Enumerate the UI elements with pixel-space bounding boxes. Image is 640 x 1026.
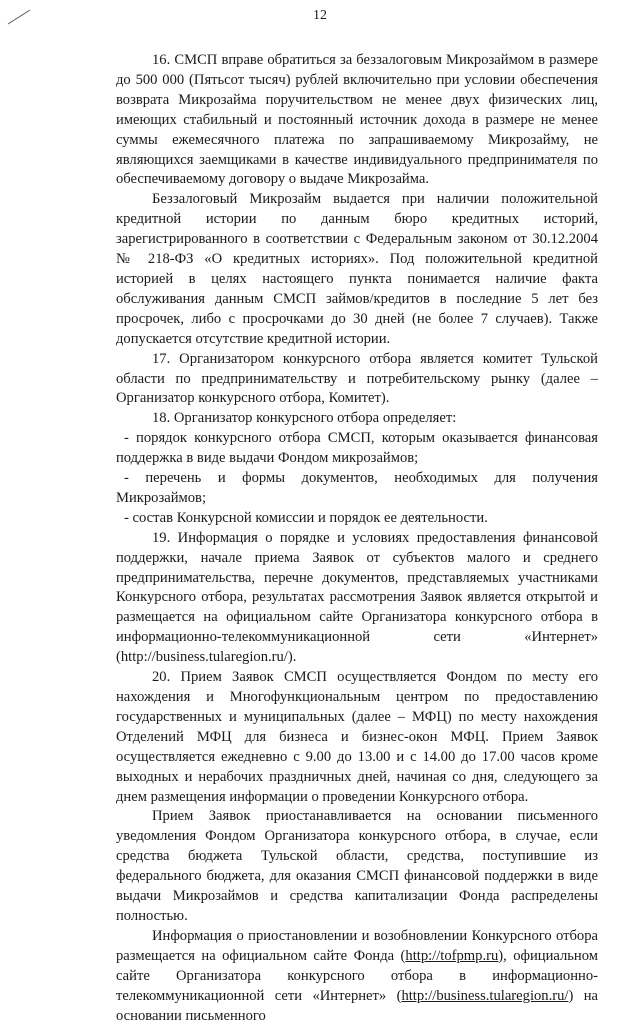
paragraph-20: 20. Прием Заявок СМСП осуществляется Фондом по месту его нахождения и Многофункциональным центром по предоставлению государственных и муниципальных (далее – МФЦ) по месту нахождения Отделений МФЦ для бизнеса и бизнес-окон МФЦ. Прием Заявок осуществляется ежедневно с 9.00 до 13.00 и с 14.00 до 17.00 часов кроме выходных и нерабочих праздничных дней, начиная со дня, следующего за днем размещения информации о проведении Конкурсного отбора. [116,669,598,805]
business-site-link[interactable]: http://business.tularegion.ru/ [401,987,569,1004]
page-number: 12 [313,8,327,23]
document-body [116,51,598,1026]
paragraph-20-info-text-3: ) на основании письменного [116,987,598,1024]
paragraph-18-item-1: - порядок конкурсного отбора СМСП, которым оказывается финансовая поддержка в виде выдачи Фондом микрозаймов; [116,430,598,467]
paragraph-18-item-3: - состав Конкурсной комиссии и порядок ее деятельности. [124,509,488,526]
paragraph-19: 19. Информация о порядке и условиях предоставления финансовой поддержки, начале приема Заявок от субъектов малого и среднего предпринимательства, перечне документов, представляемых участниками Конкурсного отбора, результатах рассмотрения Заявок является открытой и размещается на официальном сайте Организатора конкурсного отбора в информационно-телекоммуникационной сети «Интернет» (http://business.tularegion.ru/). [116,529,598,666]
paragraph-20-info-text-1: Информация о приостановлении и возобновлении Конкурсного отбора размещается на официальном сайте Фонда ( [116,927,598,964]
paragraph-18-item-2: - перечень и формы документов, необходимых для получения Микрозаймов; [116,470,598,506]
paragraph-16: 16. СМСП вправе обратиться за беззалоговым Микрозаймом в размере до 500 000 (Пятьсот тысяч) рублей включительно при условии обеспечения возврата Микрозайма поручительством не менее двух физических лиц, имеющих стабильный и постоянный источник дохода в размере не менее суммы ежемесячного платежа по запрашиваемому Микрозайму, не являющихся заемщиками в качестве индивидуального предпринимателя по обеспечиваемому договору о выдаче Микрозайма. [116,52,598,188]
paragraph-16-unsecured: Беззалоговый Микрозайм выдается при наличии положительной кредитной истории по данным бюро кредитных историй, зарегистрированного в соответствии с Федеральным законом от 30.12.2004 № 218-ФЗ «О кредитных историях». Под положительной кредитной историей в целях настоящего пункта понимается наличие факта обслуживания данным СМСП займов/кредитов в последние 5 лет без просрочек, либо с просрочками до 30 дней (не более 7 случаев). Также допускается отсутствие кредитной истории. [116,191,598,347]
paragraph-20-info [116,927,598,1026]
paragraph-20-info-text-2: ), официальном сайте Организатора конкурсного отбора в информационно-телекоммуникационной сети «Интернет» ( [116,947,598,1004]
fund-site-link[interactable]: http://tofpmp.ru [405,947,499,964]
paragraph-20-suspension: Прием Заявок приостанавливается на основании письменного уведомления Фондом Организатора конкурсного отбора, в случае, если средства бюджета Тульской области, средства, поступившие из федерального бюджета, для оказания СМСП финансовой поддержки в виде выдачи Микрозаймов и средства капитализации Фонда распределены полностью. [116,808,598,924]
paragraph-17: 17. Организатором конкурсного отбора является комитет Тульской области по предпринимательству и потребительскому рынку (далее – Организатор конкурсного отбора, Комитет). [116,350,598,407]
paragraph-18: 18. Организатор конкурсного отбора определяет: [152,410,457,427]
